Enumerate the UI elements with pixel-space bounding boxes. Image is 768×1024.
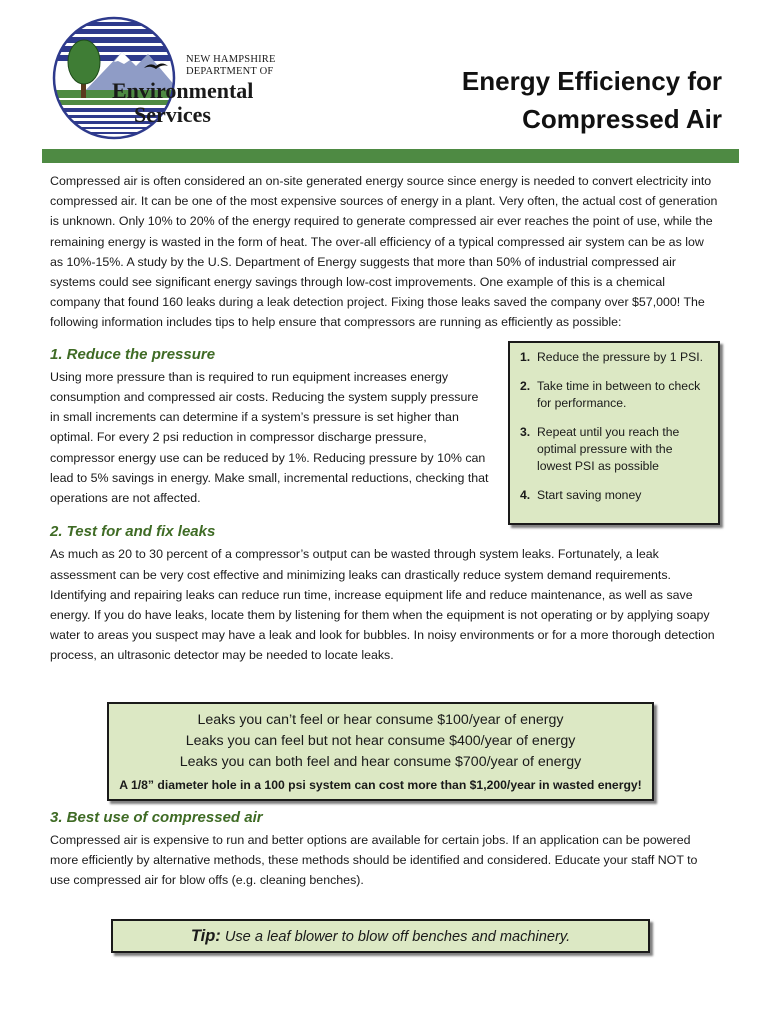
leak-cost-callout: [107, 702, 654, 801]
intro-paragraph: Compressed air is often considered an on-site generated energy source since energy is needed to convert electricity into compressed air. It can be one of the most expensive sources of energy in a plant. Very often, the actual cost of generation is unknown. Only 10% to 20% of the energy required to generate compressed air ever reaches the point of use, while the remaining energy is wasted in the form of heat. The over-all efficiency of a typical compressed air system can be as low as 10%-15%. A study by the U.S. Department of Energy suggests that more than 50% of industrial compressed air systems could see significant energy savings through low-cost improvements. One example of this is a chemical company that found 160 leaks during a leak detection project. Fixing those leaks saved the company over $57,000! The following information includes tips to help ensure that compressors are running as efficiently as possible:: [50, 174, 718, 330]
section-heading-best-use: 3. Best use of compressed air: [50, 808, 263, 826]
title-line-2: Compressed Air: [522, 104, 722, 134]
section-heading-fix-leaks: 2. Test for and fix leaks: [50, 523, 216, 541]
page-header: [0, 0, 768, 150]
leak-cost-line-1: Leaks you can’t feel or hear consume $100/year of energy: [197, 712, 564, 728]
section-body-fix-leaks: As much as 20 to 30 percent of a compressor’s output can be wasted through system leaks. Fortunately, a leak assessment can be very cost effective and minimizing leaks can drastically reduce system demand requirements. Identifying and repairing leaks can reduce run time, increase equipment life and reduce maintenance, as well as save energy. If you do have leaks, locate them by listening for them when the equipment is not operating or by applying soapy water to areas you suspect may have a leak and look for bubbles. In noisy environments or for a more thorough detection process, an ultrasonic detector may be needed to locate leaks.: [50, 547, 715, 663]
list-item: 1. Reduce the pressure by 1 PSI.: [520, 350, 703, 364]
logo-line-1: NEW HAMPSHIRE: [186, 54, 276, 65]
section-body-best-use: Compressed air is expensive to run and better options are available for certain jobs. If an application can be powered more efficiently by alternative methods, these methods should be identified and considered. Educate your staff NOT to use compressed air for blow offs (e.g. cleaning benches).: [50, 832, 698, 888]
leak-cost-line-2: Leaks you can feel but not hear consume $400/year of energy: [185, 733, 576, 749]
nhdes-logo: [52, 16, 292, 140]
page-title: [462, 62, 722, 138]
section-heading-reduce-pressure: 1. Reduce the pressure: [50, 345, 216, 363]
leak-cost-line-3: Leaks you can both feel and hear consume $700/year of energy: [179, 754, 582, 770]
logo-line-4: Services: [134, 102, 211, 127]
section-body-reduce-pressure: Using more pressure than is required to run equipment increases energy consumption and compressed air costs. Reducing the system supply pressure in small increments can determine if a system’s pressure is set higher than optimal. For every 2 psi reduction in compressor discharge pressure, compressor energy use can be reduced by 1%. Reducing pressure by 10% can lead to 5% savings in energy. Make small, incremental reductions, checking that operations are not affected.: [50, 369, 489, 506]
logo-line-2: DEPARTMENT OF: [186, 66, 274, 77]
list-item: 2. Take time in between to check for performance.: [520, 379, 701, 410]
title-line-1: Energy Efficiency for: [461, 66, 722, 96]
list-item: 3. Repeat until you reach the optimal pressure with the lowest PSI as possible: [520, 425, 680, 473]
tip-text: Use a leaf blower to blow off benches and machinery.: [224, 929, 571, 945]
list-item: 4. Start saving money: [520, 488, 642, 502]
steps-list: [520, 349, 710, 504]
logo-line-3: Environmental: [112, 78, 254, 103]
tip-label: Tip:: [190, 927, 221, 945]
steps-callout: [508, 341, 720, 525]
leak-cost-note: A 1/8” diameter hole in a 100 psi system can cost more than $1,200/year in wasted energy!: [119, 778, 642, 792]
tip-callout: [111, 919, 650, 953]
header-divider: [42, 149, 739, 163]
